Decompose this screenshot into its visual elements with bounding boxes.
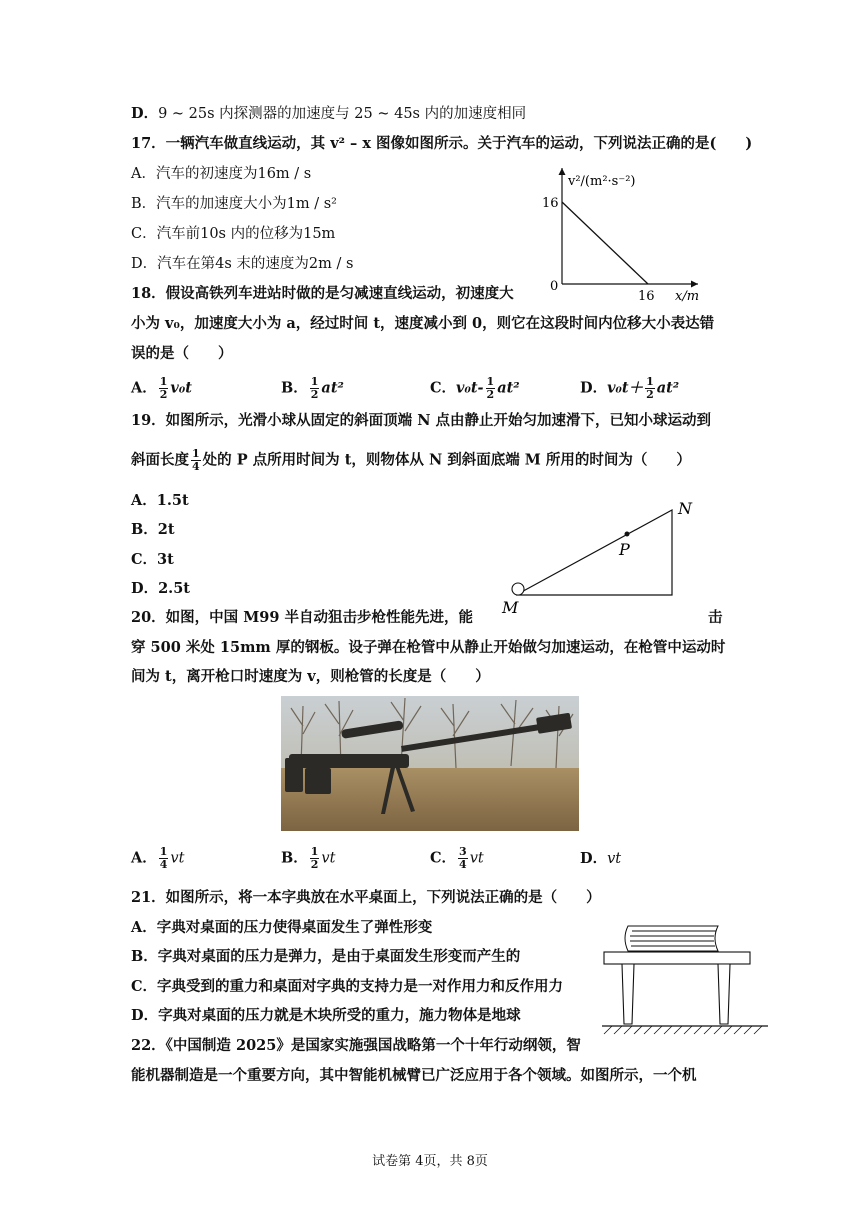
q19-line2-pre: 斜面长度 xyxy=(131,451,189,469)
q16-option-d xyxy=(131,104,526,124)
q18-option-a xyxy=(131,376,192,401)
frac-num: 1 xyxy=(192,447,200,460)
frac-den: 4 xyxy=(159,858,168,871)
q22-line1: 22．《中国制造 2025》是国家实施强国战略第一个十年行动纲领，智 xyxy=(131,1037,581,1054)
frac-den: 2 xyxy=(310,388,319,401)
q17-option-d: D．汽车在第4s 末的速度为2m / s xyxy=(131,256,354,272)
option-label: C． xyxy=(430,379,457,397)
q19-line2 xyxy=(131,448,691,473)
y-axis-label: v²/(m²·s⁻²) xyxy=(568,174,636,189)
table-legs xyxy=(622,964,730,1024)
rifle-photo xyxy=(281,696,579,831)
q19-option-d: D．2.5t xyxy=(131,580,190,597)
q19-option-c: C．3t xyxy=(131,551,174,568)
q18-line2: 小为 v₀，加速度大小为 a，经过时间 t，速度减小到 0，则它在这段时间内位移大小表达错 xyxy=(131,315,715,332)
rifle-photo-drawing xyxy=(281,696,579,831)
option-label: A． xyxy=(131,849,157,867)
q17-v2-x-graph xyxy=(540,160,710,310)
option-expr: vt xyxy=(321,850,336,867)
page-footer: 试卷第 4页，共 8页 xyxy=(372,1154,488,1169)
frac-den: 4 xyxy=(459,858,467,871)
dictionary xyxy=(625,926,718,951)
frac-num: 3 xyxy=(459,845,467,858)
q22-line2: 能机器制造是一个重要方向，其中智能机械臂已广泛应用于各个领域。如图所示，一个机 xyxy=(131,1067,697,1084)
option-label: D． xyxy=(580,850,608,867)
q20-line1a: 20．如图，中国 M99 半自动狙击步枪性能先进，能 xyxy=(131,609,474,626)
ball xyxy=(512,583,524,595)
label-p: P xyxy=(619,540,630,559)
q20-option-b xyxy=(281,846,335,871)
label-m: M xyxy=(502,598,519,617)
option-label: B． xyxy=(281,379,308,397)
q21-option-d: D．字典对桌面的压力就是木块所受的重力，施力物体是地球 xyxy=(131,1007,521,1024)
frac-num: 1 xyxy=(486,375,495,388)
point-p xyxy=(625,532,630,537)
q20-line2: 穿 500 米处 15mm 厚的钢板。设子弹在枪管中从静止开始做匀加速运动，在枪管中运动时 xyxy=(131,639,726,656)
incline-triangle xyxy=(516,510,672,595)
frac-den: 2 xyxy=(646,388,654,401)
q16-option-d-label: D． xyxy=(131,105,159,122)
ground-hatch xyxy=(604,1026,762,1034)
option-expr: vt xyxy=(607,851,622,867)
q19-incline-figure xyxy=(496,496,706,620)
frac-den: 2 xyxy=(310,858,319,871)
frac-num: 1 xyxy=(310,845,319,858)
q17-option-b: B．汽车的加速度大小为1m / s² xyxy=(131,196,337,212)
q19-line1: 19．如图所示，光滑小球从固定的斜面顶端 N 点由静止开始匀加速滑下，已知小球运动到 xyxy=(131,412,712,429)
q21-dictionary-table-figure xyxy=(598,916,770,1036)
option-expr-pre: v₀t＋ xyxy=(607,379,644,397)
option-expr: at² xyxy=(656,379,680,397)
q18-option-c xyxy=(430,376,520,401)
q21-option-a: A．字典对桌面的压力使得桌面发生了弹性形变 xyxy=(131,919,433,936)
frac-den: 2 xyxy=(159,388,168,401)
option-expr-pre: v₀t- xyxy=(456,379,484,397)
y-tick-label: 16 xyxy=(542,196,559,211)
q18-line3: 误的是（ ） xyxy=(131,345,233,362)
label-n: N xyxy=(678,499,692,518)
option-label: A． xyxy=(131,379,157,397)
option-label: D． xyxy=(580,379,608,397)
frac-den: 2 xyxy=(486,388,495,401)
x-tick-label: 16 xyxy=(638,289,655,304)
option-expr: v₀t xyxy=(170,379,192,397)
q20-line1b: 击 xyxy=(708,609,723,626)
frac-num: 1 xyxy=(159,375,168,388)
q20-option-d xyxy=(580,849,621,869)
q18-option-d xyxy=(580,376,679,401)
q20-option-c xyxy=(430,846,484,871)
table-top xyxy=(604,952,750,964)
x-axis-label: x/m xyxy=(675,289,700,304)
option-label: B． xyxy=(281,849,308,867)
option-expr: vt xyxy=(469,850,484,867)
q17-stem: 17．一辆汽车做直线运动，其 v² – x 图像如图所示。关于汽车的运动，下列说法正确的是( ) xyxy=(131,135,753,152)
option-label: C． xyxy=(430,849,457,867)
q20-option-a xyxy=(131,846,184,871)
origin-label: 0 xyxy=(550,279,559,294)
frac-num: 1 xyxy=(310,375,319,388)
q20-line3: 间为 t，离开枪口时速度为 v，则枪管的长度是（ ） xyxy=(131,668,490,685)
frac-den: 4 xyxy=(192,460,200,473)
q19-option-b: B．2t xyxy=(131,521,175,538)
v2-x-line xyxy=(562,202,648,284)
q21-option-c: C．字典受到的重力和桌面对字典的支持力是一对作用力和反作用力 xyxy=(131,978,564,995)
q16-option-d-text: 9 ~ 25s 内探测器的加速度与 25 ~ 45s 内的加速度相同 xyxy=(158,106,527,122)
option-expr: vt xyxy=(170,850,185,867)
q17-option-a: A．汽车的初速度为16m / s xyxy=(131,166,312,182)
option-expr: at² xyxy=(497,379,520,397)
q19-option-a: A．1.5t xyxy=(131,492,189,509)
q17-option-c: C．汽车前10s 内的位移为15m xyxy=(131,226,336,242)
q21-option-b: B．字典对桌面的压力是弹力，是由于桌面发生形变而产生的 xyxy=(131,948,521,965)
q18-option-b xyxy=(281,376,344,401)
q19-line2-post: 处的 P 点所用时间为 t，则物体从 N 到斜面底端 M 所用的时间为（ ） xyxy=(202,451,691,469)
option-expr: at² xyxy=(321,379,344,397)
q18-line1: 18．假设高铁列车进站时做的是匀减速直线运动，初速度大 xyxy=(131,285,514,302)
frac-num: 1 xyxy=(646,375,654,388)
frac-num: 1 xyxy=(159,845,168,858)
q21-stem: 21．如图所示，将一本字典放在水平桌面上，下列说法正确的是（ ） xyxy=(131,889,601,906)
